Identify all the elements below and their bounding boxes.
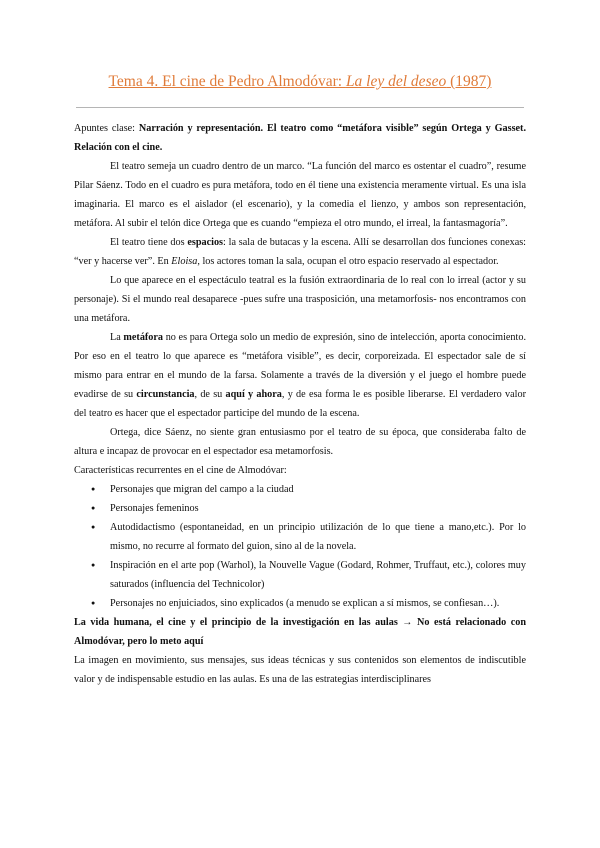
p2-text-c: : la sala de butacas y la escena. Allí se desarrollan dos funciones conexas: “ver y hacerse ver”. En bbox=[74, 237, 527, 267]
paragraph-ortega-saenz: Ortega, dice Sáenz, no siente gran entusiasmo por el teatro de su época, que consideraba falto de altura e incapaz de provocar en el espectador esa metamorfosis. bbox=[74, 427, 526, 457]
p4-bold-metafora: metáfora bbox=[123, 332, 164, 343]
intro-lead: Apuntes clase: bbox=[74, 123, 139, 134]
intro-paragraph bbox=[74, 119, 526, 157]
p2-text-e: , los actores toman la sala, ocupan el otro espacio reservado al espectador. bbox=[197, 256, 499, 267]
p4-text-e: , de su bbox=[194, 389, 226, 400]
p2-italic-eloisa: Eloisa bbox=[171, 256, 198, 267]
p2-bold-espacios: espacios bbox=[187, 237, 224, 248]
list-heading: Características recurrentes en el cine de Almodóvar: bbox=[74, 465, 287, 476]
p4-text-g: , y de esa forma le es posible liberarse. El verdadero valor del teatro es hacer que el espectador participe del mundo de la escena. bbox=[74, 389, 526, 419]
document-title bbox=[0, 73, 600, 91]
intro-heading: Narración y representación. El teatro como “metáfora visible” según Ortega y Gasset. Relación con el cine. bbox=[74, 123, 526, 153]
document-body bbox=[74, 119, 526, 689]
p4-text-a: La bbox=[110, 332, 124, 343]
section-heading-text: La vida humana, el cine y el principio de la investigación en las aulas → No está relacionado con Almodóvar, pero lo meto aquí bbox=[74, 617, 526, 647]
p4-bold-aqui-ahora: aquí y ahora bbox=[225, 389, 282, 400]
paragraph-metafora bbox=[74, 328, 526, 423]
title-film: La ley del deseo bbox=[345, 73, 447, 90]
p4-text-c: no es para Ortega solo un medio de expresión, sino de intelección, aporta conocimiento. Por eso en el teatro lo que aparece es “metáfora visible”, es decir, corporeizada. El espectador sale de sí mismo para entrar en el mundo de la farsa. Solamente a través de la diversión y el juego el hombre puede evadirse de su bbox=[74, 332, 527, 400]
p4-bold-circunstancia: circunstancia bbox=[136, 389, 195, 400]
title-prefix: Tema 4. El cine de Pedro Almodóvar: bbox=[108, 73, 346, 90]
list-item: ● Personajes no enjuiciados, sino explicados (a menudo se explican a sí mismos, se confiesan…). bbox=[110, 594, 526, 613]
paragraph-espacios bbox=[74, 233, 526, 271]
title-suffix: (1987) bbox=[446, 73, 492, 90]
paragraph-marco: El teatro semeja un cuadro dentro de un marco. “La función del marco es ostentar el cuadro”, resume Pilar Sáenz. Todo en el cuadro es pura metáfora, todo en él tiene una existencia meramente virtual. Es una isla imaginaria. El marco es el aislador (el escenario), y la comedia el lienzo, y ambos son representación, metáfora. Al subir el telón dice Ortega que es cuando “empieza el otro mundo, el irreal, la fantasmagoría”. bbox=[74, 161, 526, 229]
section-heading bbox=[74, 613, 526, 651]
list-item: ● Personajes femeninos bbox=[110, 499, 526, 518]
list-item: ● Personajes que migran del campo a la ciudad bbox=[110, 480, 526, 499]
list-item: ● Autodidactismo (espontaneidad, en un principio utilización de lo que tiene a mano,etc.). Por lo mismo, no recurre al formato del guion, sino al de la novela. bbox=[110, 518, 526, 556]
title-divider bbox=[76, 107, 524, 108]
p2-text-a: El teatro tiene dos bbox=[110, 237, 188, 248]
list-item: ● Inspiración en el arte pop (Warhol), la Nouvelle Vague (Godard, Rohmer, Truffaut, etc.), colores muy saturados (influencia del Technicolor) bbox=[110, 556, 526, 594]
characteristics-list bbox=[74, 480, 526, 613]
paragraph-imagen-movimiento: La imagen en movimiento, sus mensajes, sus ideas técnicas y sus contenidos son elementos de indiscutible valor y de indispensable estudio en las aulas. Es una de las estrategias interdisciplinares bbox=[74, 655, 526, 685]
paragraph-real-irreal: Lo que aparece en el espectáculo teatral es la fusión extraordinaria de lo real con lo irreal (actor y su personaje). Si el mundo real desaparece -pues sufre una trasposición, una metamorfosis- nos encontramos con una metáfora. bbox=[74, 275, 526, 324]
